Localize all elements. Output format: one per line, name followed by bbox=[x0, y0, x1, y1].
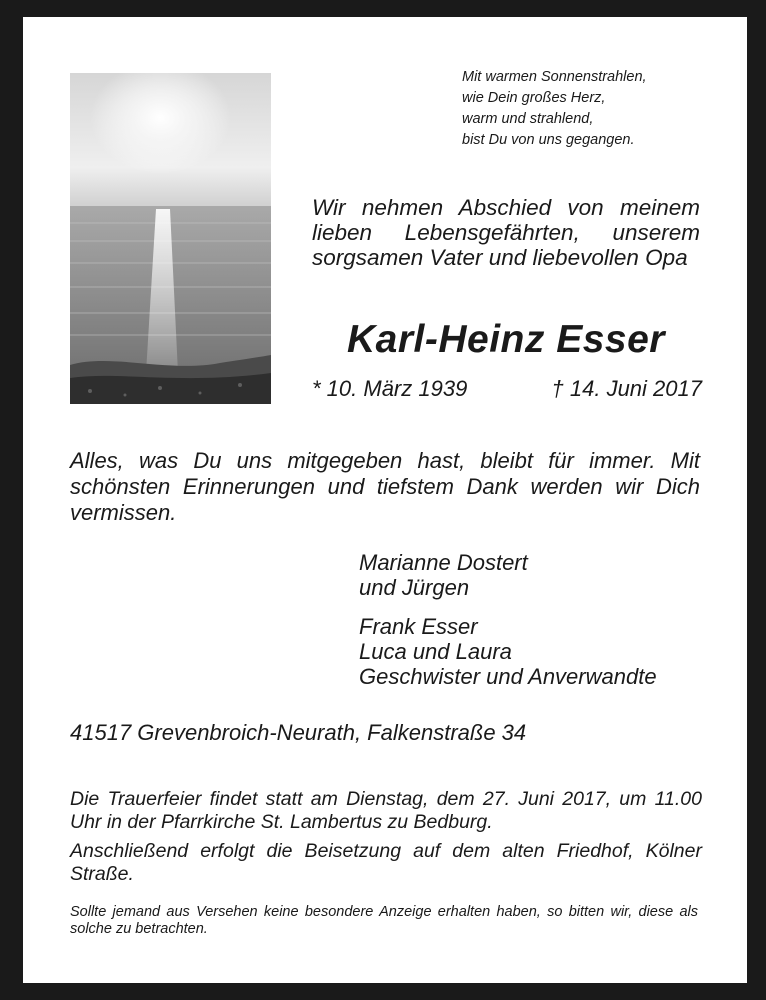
family-member: und Jürgen bbox=[359, 575, 470, 600]
family-member: Marianne Dostert bbox=[359, 550, 528, 575]
birth-date: * 10. März 1939 bbox=[312, 376, 468, 401]
funeral-service-text: Die Trauerfeier findet statt am Dienstag, dem 27. Juni 2017, um 11.00 Uhr in der Pfarrkirche St. Lambertus zu Bedburg. bbox=[70, 788, 702, 833]
family-member: Geschwister und Anverwandte bbox=[359, 664, 657, 689]
sunset-sea-photo bbox=[70, 73, 271, 404]
poem-line: bist Du von uns gegangen. bbox=[462, 132, 635, 148]
deceased-name: Karl-Heinz Esser bbox=[347, 318, 665, 361]
ceremony-info bbox=[70, 788, 702, 892]
family-signatures bbox=[359, 550, 709, 703]
family-member: Frank Esser bbox=[359, 614, 478, 639]
family-member: Luca und Laura bbox=[359, 639, 512, 664]
farewell-text: Alles, was Du uns mitgegeben hast, bleibt für immer. Mit schönsten Erinnerungen und tiefstem Dank werden wir Dich vermissen. bbox=[70, 448, 700, 525]
poem bbox=[462, 67, 722, 151]
intro-text: Wir nehmen Abschied von meinem lieben Lebensgefährten, unserem sorgsamen Vater und liebevollen Opa bbox=[312, 195, 700, 270]
family-group bbox=[359, 550, 709, 600]
poem-line: wie Dein großes Herz, bbox=[462, 90, 606, 106]
footnote: Sollte jemand aus Versehen keine besondere Anzeige erhalten haben, so bitten wir, diese als solche zu betrachten. bbox=[70, 904, 698, 937]
life-dates bbox=[312, 376, 702, 406]
poem-line: Mit warmen Sonnenstrahlen, bbox=[462, 69, 647, 85]
death-date: † 14. Juni 2017 bbox=[551, 376, 702, 401]
poem-line: warm und strahlend, bbox=[462, 111, 594, 127]
family-group bbox=[359, 614, 709, 689]
burial-text: Anschließend erfolgt die Beisetzung auf dem alten Friedhof, Kölner Straße. bbox=[70, 840, 702, 885]
family-address: 41517 Grevenbroich-Neurath, Falkenstraße 34 bbox=[70, 720, 527, 745]
